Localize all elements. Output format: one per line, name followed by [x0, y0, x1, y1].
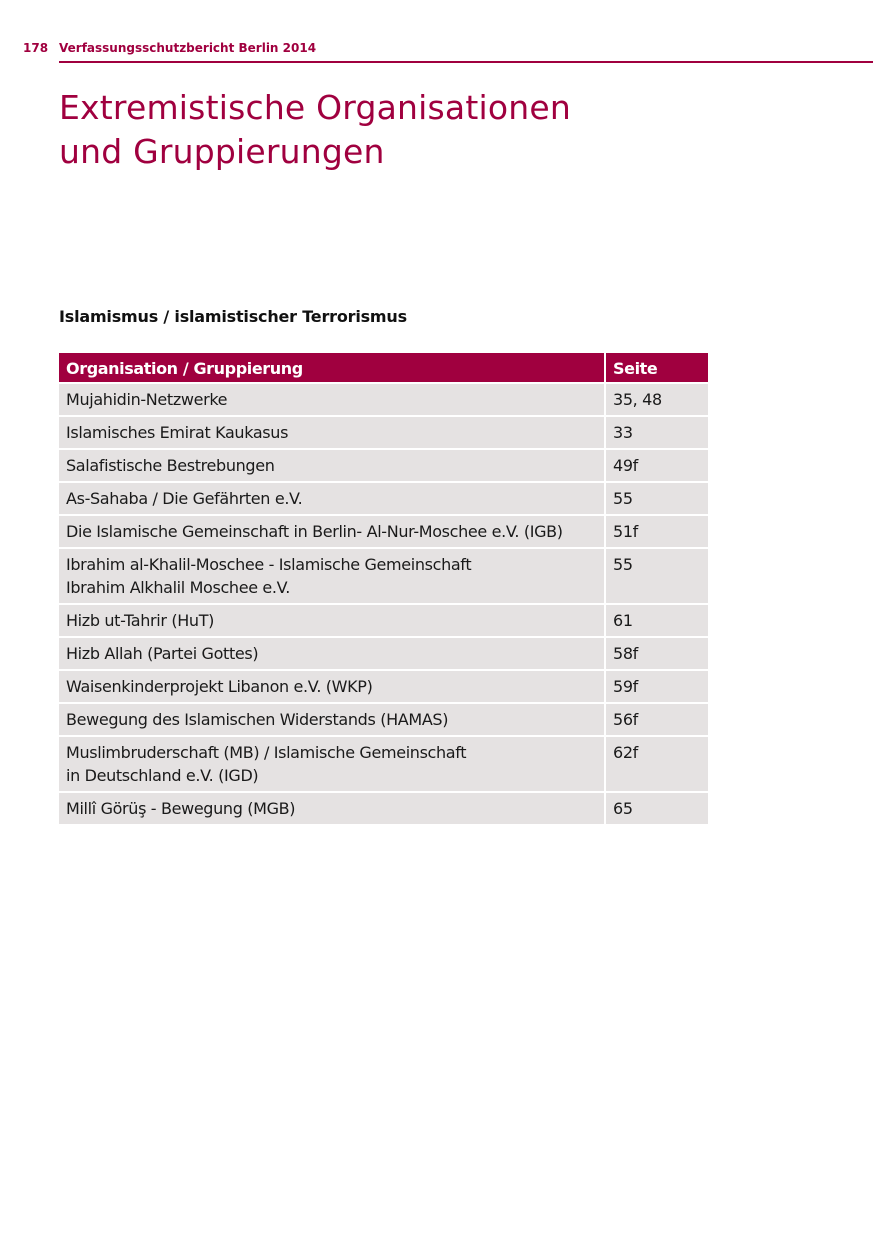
page-reference-cell: 55 — [605, 548, 708, 604]
organisation-name-cell — [59, 449, 605, 482]
organisation-name-line: Die Islamische Gemeinschaft in Berlin- Al-Nur-Moschee e.V. (IGB) — [66, 522, 563, 541]
organisation-name-cell — [59, 515, 605, 548]
organisation-table — [59, 353, 708, 824]
organisation-name-line: Ibrahim al-Khalil-Moschee - Islamische Gemeinschaft — [66, 555, 472, 574]
table-row — [59, 515, 708, 548]
organisation-name-line: Hizb Allah (Partei Gottes) — [66, 644, 259, 663]
page-title — [59, 86, 759, 174]
organisation-name-cell — [59, 736, 605, 792]
page-number: 178 — [23, 41, 49, 55]
column-header-organisation: Organisation / Gruppierung — [59, 353, 605, 383]
organisation-name-cell — [59, 548, 605, 604]
table-row — [59, 703, 708, 736]
organisation-name-line: Bewegung des Islamischen Widerstands (HAMAS) — [66, 710, 449, 729]
organisation-name-cell — [59, 792, 605, 824]
page-reference-cell: 49f — [605, 449, 708, 482]
running-title: Verfassungsschutzbericht Berlin 2014 — [59, 41, 317, 55]
organisation-name-cell — [59, 482, 605, 515]
organisation-name-cell — [59, 703, 605, 736]
organisation-name-cell — [59, 383, 605, 416]
table-row — [59, 416, 708, 449]
column-header-page: Seite — [605, 353, 708, 383]
table-header-row — [59, 353, 708, 383]
organisation-name-line: Salafistische Bestrebungen — [66, 456, 275, 475]
page-title-line-1: Extremistische Organisationen — [59, 88, 571, 127]
page-reference-cell: 51f — [605, 515, 708, 548]
section-heading: Islamismus / islamistischer Terrorismus — [59, 307, 407, 326]
page-reference-cell: 59f — [605, 670, 708, 703]
organisation-name-line: Islamisches Emirat Kaukasus — [66, 423, 289, 442]
table-row — [59, 792, 708, 824]
organisation-name-cell — [59, 604, 605, 637]
page-reference-cell: 56f — [605, 703, 708, 736]
organisation-name-line: in Deutschland e.V. (IGD) — [66, 766, 259, 785]
table-header — [59, 353, 708, 383]
table-row — [59, 604, 708, 637]
organisation-name-cell — [59, 416, 605, 449]
organisation-name-cell — [59, 637, 605, 670]
table-row — [59, 383, 708, 416]
page-reference-cell: 55 — [605, 482, 708, 515]
table-row — [59, 449, 708, 482]
running-header — [0, 40, 875, 64]
table-row — [59, 670, 708, 703]
page-reference-cell: 62f — [605, 736, 708, 792]
organisation-name-line: Hizb ut-Tahrir (HuT) — [66, 611, 215, 630]
page-reference-cell: 65 — [605, 792, 708, 824]
page-title-line-2: und Gruppierungen — [59, 132, 385, 171]
page-reference-cell: 35, 48 — [605, 383, 708, 416]
table-row — [59, 637, 708, 670]
header-rule — [59, 61, 873, 63]
organisation-name-line: Waisenkinderprojekt Libanon e.V. (WKP) — [66, 677, 373, 696]
organisation-name-line: Ibrahim Alkhalil Moschee e.V. — [66, 578, 290, 597]
organisation-name-cell — [59, 670, 605, 703]
organisation-name-line: Mujahidin-Netzwerke — [66, 390, 228, 409]
organisation-name-line: As-Sahaba / Die Gefährten e.V. — [66, 489, 303, 508]
table-row — [59, 736, 708, 792]
page-reference-cell: 61 — [605, 604, 708, 637]
organisation-name-line: Millî Görüş - Bewegung (MGB) — [66, 799, 296, 818]
table-row — [59, 482, 708, 515]
table-body — [59, 383, 708, 824]
organisation-name-line: Muslimbruderschaft (MB) / Islamische Gemeinschaft — [66, 743, 467, 762]
page-reference-cell: 58f — [605, 637, 708, 670]
table-row — [59, 548, 708, 604]
page-reference-cell: 33 — [605, 416, 708, 449]
